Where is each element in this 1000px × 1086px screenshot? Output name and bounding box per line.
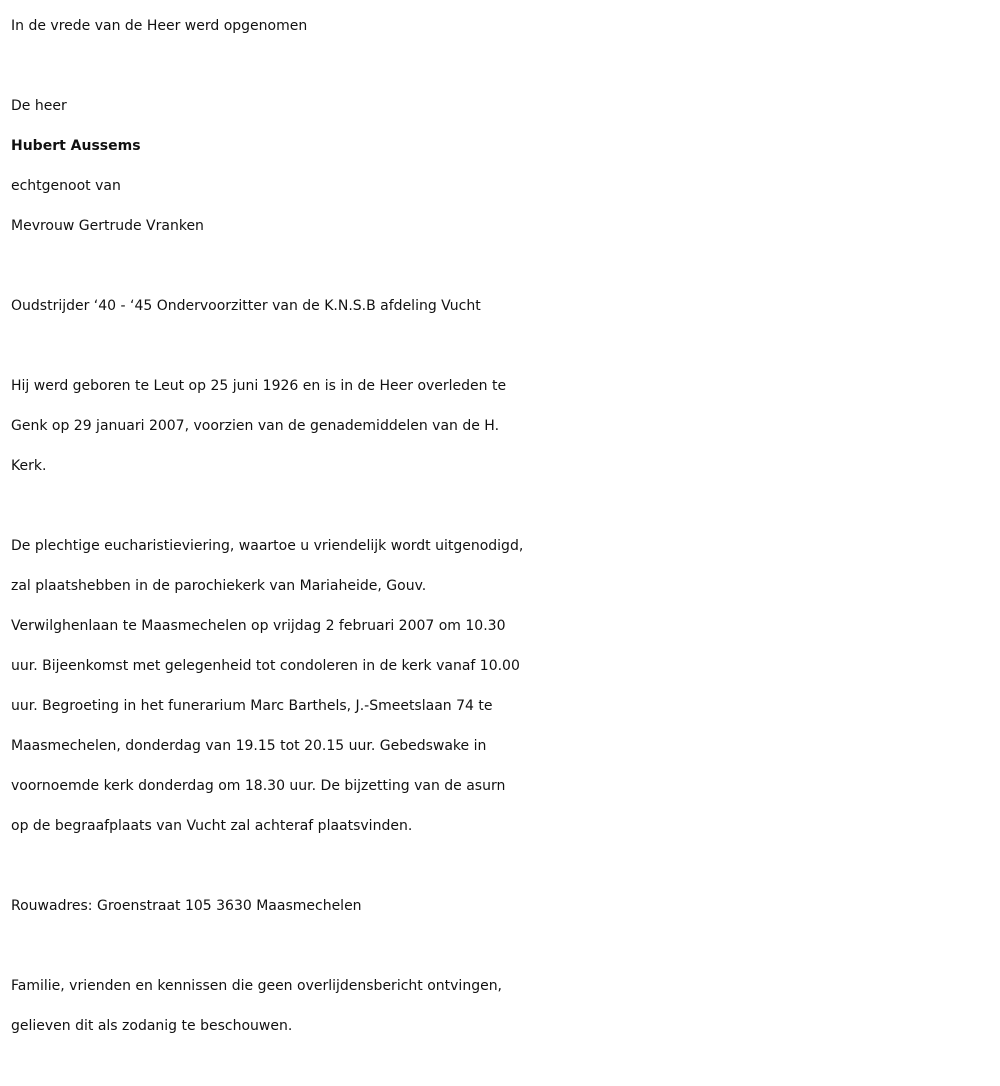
spacer — [11, 246, 995, 286]
paragraph-line: uur. Begroeting in het funerarium Marc Barthels, J.-Smeetslaan 74 te — [11, 698, 493, 714]
salutation: De heer — [11, 98, 67, 114]
spacer — [11, 926, 995, 966]
spouse-name: Mevrouw Gertrude Vranken — [11, 218, 204, 234]
spacer — [11, 326, 995, 366]
closing-paragraph — [11, 966, 995, 1046]
paragraph-line: uur. Bijeenkomst met gelegenheid tot condoleren in de kerk vanaf 10.00 — [11, 658, 520, 674]
paragraph-line: Familie, vrienden en kennissen die geen overlijdensbericht ontvingen, — [11, 978, 503, 994]
obituary-notice — [11, 6, 995, 1046]
spacer — [11, 486, 995, 526]
paragraph-line: Verwilghenlaan te Maasmechelen op vrijdag 2 februari 2007 om 10.30 — [11, 618, 506, 634]
spacer — [11, 46, 995, 86]
ceremony-paragraph — [11, 526, 995, 846]
mourning-address: Rouwadres: Groenstraat 105 3630 Maasmechelen — [11, 898, 362, 914]
paragraph-line: voornoemde kerk donderdag om 18.30 uur. De bijzetting van de asurn — [11, 778, 506, 794]
deceased-name: Hubert Aussems — [11, 138, 141, 154]
paragraph-line: zal plaatshebben in de parochiekerk van Mariaheide, Gouv. — [11, 578, 427, 594]
paragraph-line: Kerk. — [11, 458, 47, 474]
paragraph-line: Maasmechelen, donderdag van 19.15 tot 20.15 uur. Gebedswake in — [11, 738, 487, 754]
paragraph-line: gelieven dit als zodanig te beschouwen. — [11, 1018, 293, 1034]
spouse-label: echtgenoot van — [11, 178, 121, 194]
paragraph-line: De plechtige eucharistieviering, waartoe u vriendelijk wordt uitgenodigd, — [11, 538, 524, 554]
spacer — [11, 846, 995, 886]
paragraph-line: Genk op 29 januari 2007, voorzien van de genademiddelen van de H. — [11, 418, 500, 434]
paragraph-line: Hij werd geboren te Leut op 25 juni 1926 en is in de Heer overleden te — [11, 378, 507, 394]
veteran-title: Oudstrijder ‘40 - ‘45 Ondervoorzitter van de K.N.S.B afdeling Vucht — [11, 298, 481, 314]
paragraph-line: op de begraafplaats van Vucht zal achteraf plaatsvinden. — [11, 818, 413, 834]
intro-line: In de vrede van de Heer werd opgenomen — [11, 18, 308, 34]
birth-death-paragraph — [11, 366, 995, 486]
